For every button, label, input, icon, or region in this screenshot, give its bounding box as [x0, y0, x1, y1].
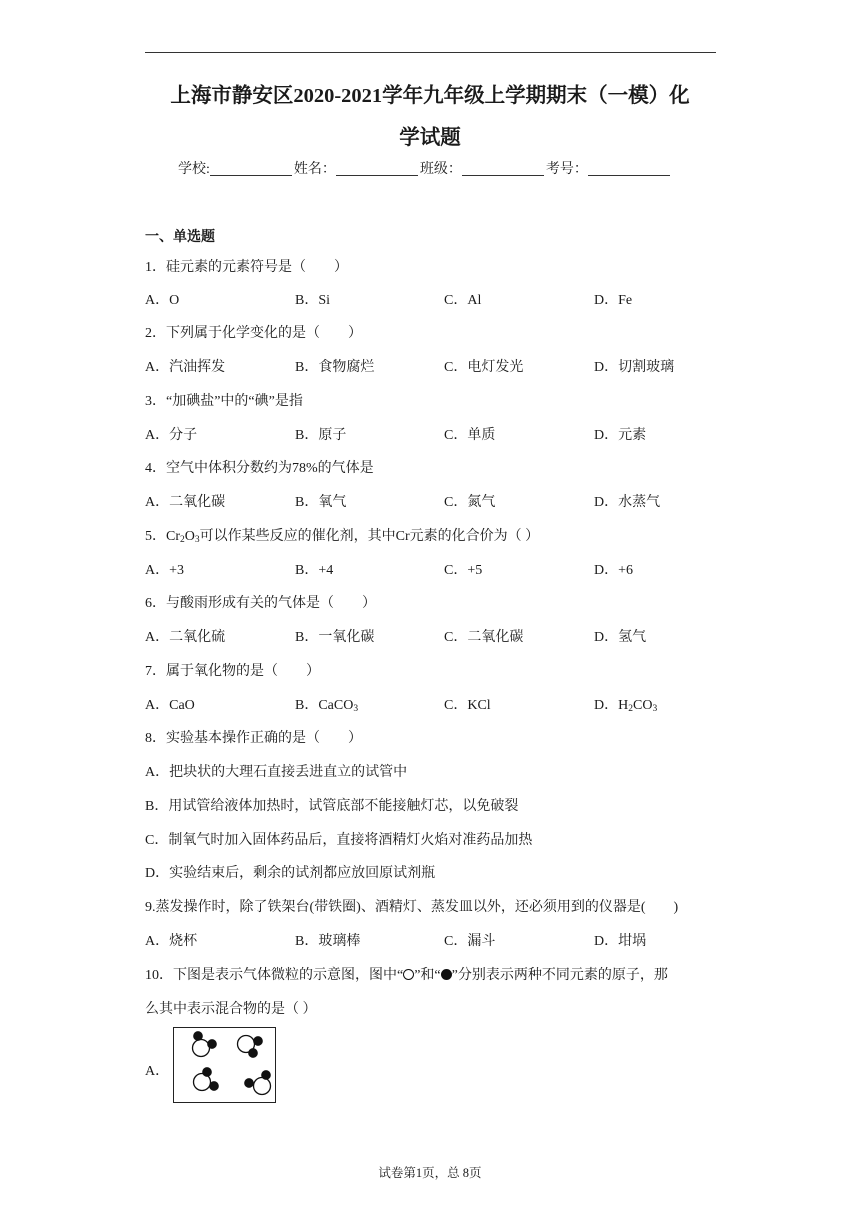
q4-option-a: A．二氧化碳 — [145, 495, 226, 510]
solid-atom-icon — [203, 1068, 211, 1076]
school-label: 学校: — [178, 162, 210, 177]
page-footer: 试卷第1页，总 8页 — [378, 1166, 482, 1180]
q5-option-b: B．+4 — [295, 563, 334, 578]
q5-option-a: A．+3 — [145, 563, 185, 578]
q3-option-c: C．单质 — [444, 428, 496, 443]
page-title-line2: 学试题 — [399, 127, 461, 149]
q6-option-c: C．二氧化碳 — [444, 630, 524, 645]
q6-option-b: B．一氧化碳 — [295, 630, 375, 645]
school-blank[interactable] — [210, 161, 292, 176]
solid-atom-icon — [249, 1049, 257, 1057]
question-2-stem: 2．下列属于化学变化的是（ ） — [145, 326, 362, 341]
hollow-atom-icon — [193, 1040, 210, 1057]
question-5-stem: 5．$Cr_2O_3$可以作某些反应的催化剂，其中Cr元素的化合价为（ ） — [145, 529, 540, 545]
q9-option-b: B．玻璃棒 — [295, 934, 361, 949]
question-9-stem: 9.蒸发操作时，除了铁架台(带铁圈)、酒精灯、蒸发皿以外，还必须用到的仪器是( ) — [145, 900, 679, 915]
q3-option-a: A．分子 — [145, 428, 198, 443]
q1-option-c: C．Al — [444, 293, 482, 308]
q4-option-b: B．氧气 — [295, 495, 347, 510]
hollow-atom-icon — [254, 1078, 271, 1095]
q2-option-a: A．汽油挥发 — [145, 360, 226, 375]
q4-option-c: C．氮气 — [444, 495, 496, 510]
q8-option-b: B．用试管给液体加热时，试管底部不能接触灯芯，以免破裂 — [145, 799, 519, 814]
top-rule — [145, 52, 716, 53]
q9-option-c: C．漏斗 — [444, 934, 496, 949]
q7-option-b: B．CaCO$_3$ — [295, 698, 359, 714]
question-8-stem: 8．实验基本操作正确的是（ ） — [145, 731, 362, 746]
class-blank[interactable] — [462, 161, 544, 176]
q7-option-d: D．$H_2CO_3$ — [594, 698, 658, 714]
question-6-stem: 6．与酸雨形成有关的气体是（ ） — [145, 596, 376, 611]
q7-option-a: A．CaO — [145, 698, 195, 713]
name-blank[interactable] — [336, 161, 418, 176]
question-7-stem: 7．属于氧化物的是（ ） — [145, 664, 320, 679]
q6-option-a: A．二氧化硫 — [145, 630, 226, 645]
solid-atom-icon — [254, 1037, 262, 1045]
question-10-stem: 10．下图是表示气体微粒的示意图，图中“ ”和“ ”分别表示两种不同元素的原子，那 — [145, 968, 668, 983]
q8-option-c: C．制氧气时加入固体药品后，直接将酒精灯火焰对准药品加热 — [145, 833, 533, 848]
solid-atom-icon — [194, 1032, 202, 1040]
name-label: 姓名： — [293, 162, 336, 177]
q1-option-a: A．O — [145, 293, 180, 308]
q2-option-c: C．电灯发光 — [444, 360, 524, 375]
solid-atom-icon — [262, 1071, 270, 1079]
exam-number-label: 考号： — [545, 162, 588, 177]
q9-option-a: A．烧杯 — [145, 934, 198, 949]
page-title-line1: 上海市静安区2020-2021学年九年级上学期期末（一模）化 — [170, 85, 690, 107]
q6-option-d: D．氢气 — [594, 630, 647, 645]
q8-option-d: D．实验结束后，剩余的试剂都应放回原试剂瓶 — [145, 866, 436, 881]
q3-option-d: D．元素 — [594, 428, 647, 443]
q5-option-c: C．+5 — [444, 563, 483, 578]
solid-atom-icon — [208, 1040, 216, 1048]
student-info-row — [178, 158, 672, 178]
q2-option-d: D．切割玻璃 — [594, 360, 675, 375]
q4-option-d: D．水蒸气 — [594, 495, 661, 510]
q10-option-a: A． — [145, 1064, 170, 1079]
molecule-diagram — [174, 1028, 274, 1101]
q1-option-b: B．Si — [295, 293, 331, 308]
q3-option-b: B．原子 — [295, 428, 347, 443]
question-1-stem: 1．硅元素的元素符号是（ ） — [145, 260, 348, 275]
q8-option-a: A．把块状的大理石直接丢进直立的试管中 — [145, 765, 408, 780]
q2-option-b: B．食物腐烂 — [295, 360, 375, 375]
exam-number-blank[interactable] — [588, 161, 670, 176]
q10-option-a-diagram — [173, 1027, 276, 1103]
q7-option-c: C．KCl — [444, 698, 491, 713]
q5-option-d: D．+6 — [594, 563, 634, 578]
class-label: 班级： — [419, 162, 462, 177]
solid-atom-icon — [245, 1079, 253, 1087]
section-title: 一、单选题 — [145, 230, 215, 245]
q1-option-d: D．Fe — [594, 293, 633, 308]
q9-option-d: D．坩埚 — [594, 934, 647, 949]
solid-atom-icon — [210, 1082, 218, 1090]
question-4-stem: 4．空气中体积分数约为78%的气体是 — [145, 461, 374, 476]
solid-atom-icon — [441, 969, 452, 980]
question-3-stem: 3．“加碘盐”中的“碘”是指 — [145, 394, 303, 409]
question-10-stem-line2: 么其中表示混合物的是（ ） — [145, 1002, 317, 1017]
hollow-atom-icon — [403, 969, 414, 980]
